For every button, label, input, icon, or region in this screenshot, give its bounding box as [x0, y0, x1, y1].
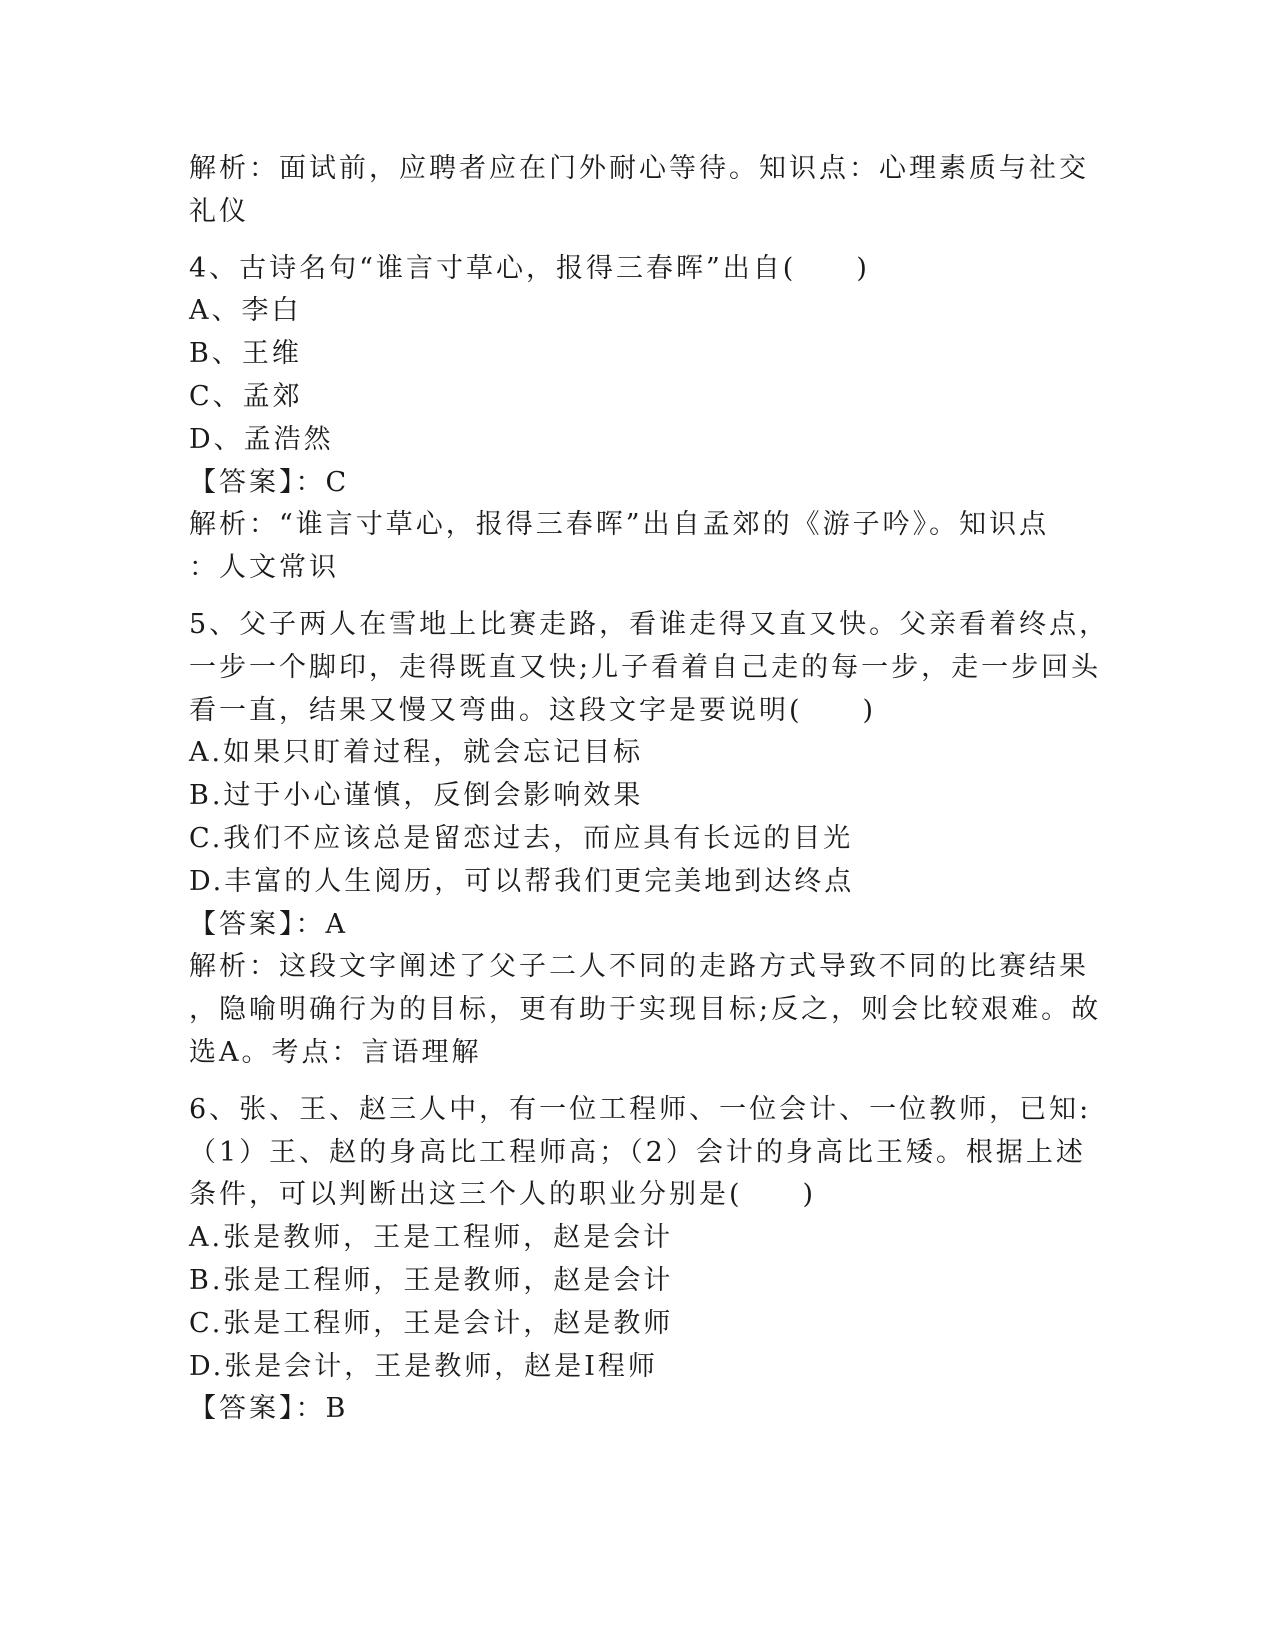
question-stem: 看一直，结果又慢又弯曲。这段文字是要说明( ) — [189, 694, 877, 726]
answer: 【答案】：A — [189, 908, 348, 940]
analysis-line: 解析：这段文字阐述了父子二人不同的走路方式导致不同的比赛结果 — [189, 951, 1089, 983]
question-5 — [189, 604, 1110, 1075]
question-stem: 条件，可以判断出这三个人的职业分别是( ) — [189, 1179, 817, 1211]
option-d: D.丰富的人生阅历，可以帮我们更完美地到达终点 — [189, 865, 855, 897]
analysis-line: 选A。考点：言语理解 — [189, 1036, 482, 1068]
option-c: C.我们不应该总是留恋过去，而应具有长远的目光 — [189, 822, 854, 854]
option-c: C、孟郊 — [189, 380, 303, 412]
question-stem: 5、父子两人在雪地上比赛走路，看谁走得又直又快。父亲看着终点， — [189, 608, 1110, 640]
option-b: B、王维 — [189, 338, 302, 370]
option-a: A.如果只盯着过程，就会忘记目标 — [189, 737, 644, 769]
option-a: A.张是教师，王是工程师，赵是会计 — [189, 1222, 674, 1254]
prev-analysis — [189, 148, 1089, 234]
analysis-line: ，隐喻明确行为的目标，更有助于实现目标;反之，则会比较艰难。故 — [189, 994, 1102, 1026]
question-4 — [189, 248, 1079, 590]
answer: 【答案】：C — [189, 466, 350, 498]
analysis-line: 解析：面试前，应聘者应在门外耐心等待。知识点：心理素质与社交 — [189, 153, 1089, 184]
option-d: D、孟浩然 — [189, 423, 334, 455]
analysis-line: 解析：“谁言寸草心，报得三春晖”出自孟郊的《游子吟》。知识点 — [189, 509, 1050, 541]
document-page — [189, 148, 1110, 1431]
question-stem: 4、古诗名句“谁言寸草心，报得三春晖”出自( ) — [189, 252, 870, 284]
option-b: B.张是工程师，王是教师，赵是会计 — [189, 1264, 674, 1296]
option-b: B.过于小心谨慎，反倒会影响效果 — [189, 780, 644, 812]
question-6 — [189, 1089, 1092, 1431]
option-d: D.张是会计，王是教师，赵是I程师 — [189, 1350, 658, 1382]
option-a: A、李白 — [189, 295, 302, 327]
question-stem: （1）王、赵的身高比工程师高；（2）会计的身高比王矮。根据上述 — [189, 1136, 1086, 1168]
option-c: C.张是工程师，王是会计，赵是教师 — [189, 1307, 674, 1339]
question-stem: 一步一个脚印，走得既直又快;儿子看着自己走的每一步，走一步回头 — [189, 651, 1102, 683]
answer: 【答案】：B — [189, 1393, 349, 1425]
analysis-line: ：人文常识 — [189, 552, 339, 584]
analysis-line: 礼仪 — [189, 195, 249, 227]
question-stem: 6、张、王、赵三人中，有一位工程师、一位会计、一位教师，已知: — [189, 1093, 1092, 1125]
